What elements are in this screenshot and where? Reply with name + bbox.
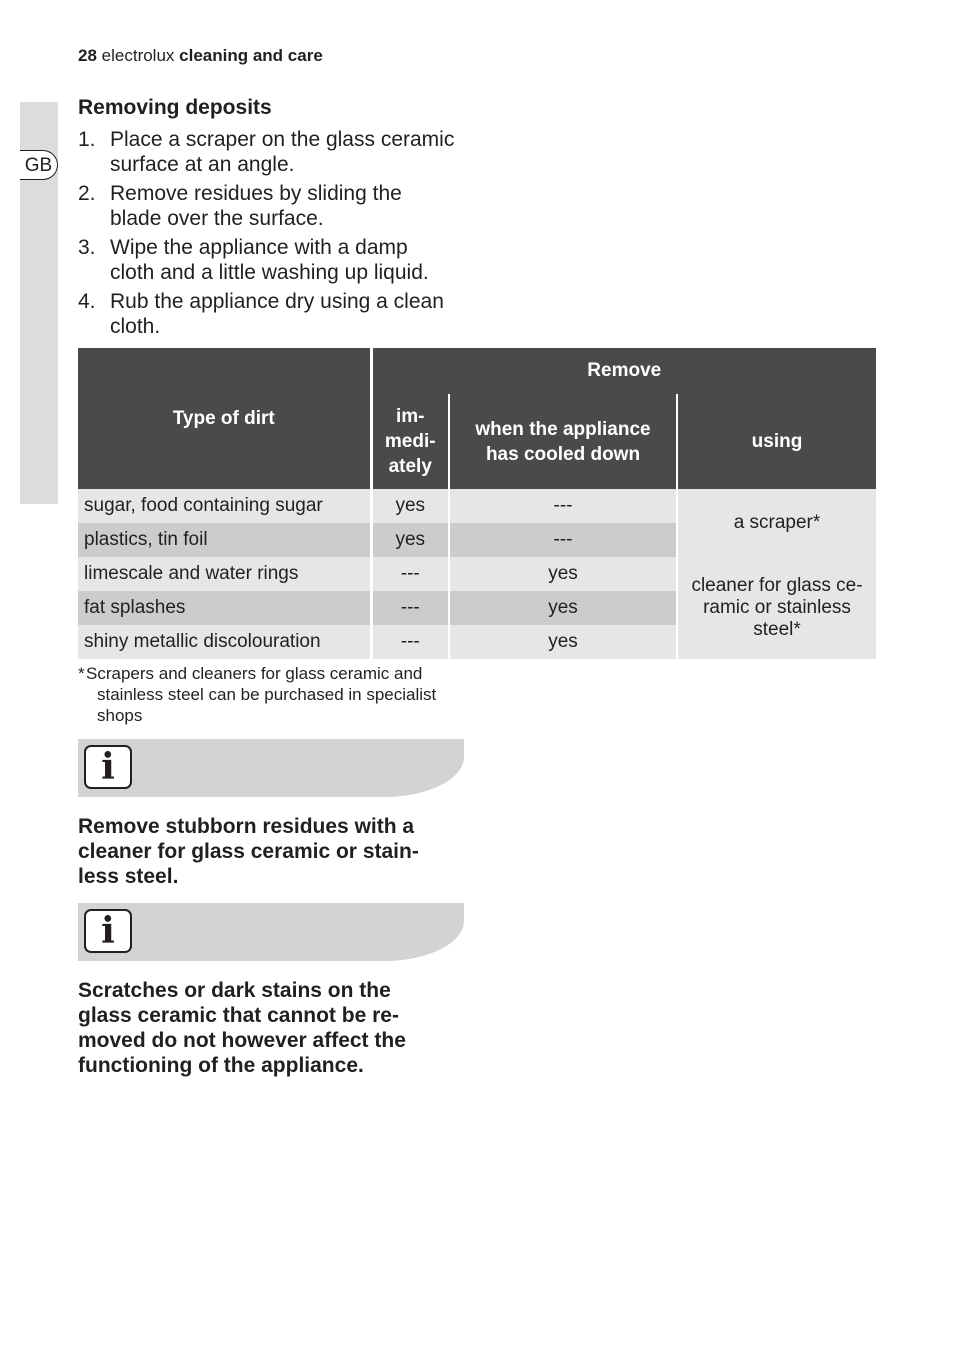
step-item (78, 181, 478, 231)
header-type-of-dirt: Type of dirt (78, 348, 371, 489)
cell-immediately: yes (371, 523, 449, 557)
footnote-marker: * (78, 664, 85, 683)
footnote-line: shops (97, 706, 143, 725)
cell-using-scraper: a scraper* (677, 489, 876, 557)
step-item (78, 127, 478, 177)
cell-type: plastics, tin foil (78, 523, 371, 557)
info-note: Remove stubborn residues with a cleaner for glass ceramic or stain- less steel. (78, 815, 419, 888)
header-remove: Remove (371, 348, 876, 394)
footnote-line: Scrapers and cleaners for glass ceramic and (86, 664, 423, 683)
table-row (78, 557, 876, 591)
cell-using-cleaner: cleaner for glass ce- ramic or stainless steel* (677, 557, 876, 659)
page-header (78, 46, 323, 66)
step-line: Place a scraper on the glass ceramic (110, 128, 455, 151)
step-line: surface at an angle. (110, 153, 295, 176)
footnote (78, 663, 458, 726)
cell-immediately: --- (371, 557, 449, 591)
info-icon: i (84, 909, 132, 953)
dirt-removal-table (78, 348, 876, 659)
page-number: 28 (78, 46, 97, 65)
cell-immediately: yes (371, 489, 449, 523)
cell-cooled: yes (449, 557, 677, 591)
cell-type: sugar, food containing sugar (78, 489, 371, 523)
cell-immediately: --- (371, 591, 449, 625)
header-cooled-down: when the appliance has cooled down (449, 394, 677, 489)
step-number: 4. (78, 290, 96, 313)
cell-type: shiny metallic discolouration (78, 625, 371, 659)
table-row (78, 489, 876, 523)
section-name: cleaning and care (179, 46, 323, 65)
step-line: cloth. (110, 315, 161, 338)
cell-cooled: yes (449, 591, 677, 625)
header-using: using (677, 394, 876, 489)
step-item (78, 289, 478, 339)
step-line: blade over the surface. (110, 207, 324, 230)
header-immediately: im- medi- ately (371, 394, 449, 489)
cell-cooled: --- (449, 489, 677, 523)
footnote-line: stainless steel can be purchased in specialist (97, 685, 437, 704)
step-number: 3. (78, 236, 96, 259)
info-note: Scratches or dark stains on the glass ceramic that cannot be re- moved do not however affect the functioning of the appliance. (78, 979, 406, 1077)
language-tab: GB (20, 150, 58, 180)
section-title: Removing deposits (78, 96, 272, 119)
step-item (78, 235, 478, 285)
steps-list (78, 127, 478, 343)
cell-type: fat splashes (78, 591, 371, 625)
info-icon: i (84, 745, 132, 789)
step-line: Wipe the appliance with a damp (110, 236, 408, 259)
step-number: 2. (78, 182, 96, 205)
step-line: cloth and a little washing up liquid. (110, 261, 429, 284)
cell-cooled: yes (449, 625, 677, 659)
cell-immediately: --- (371, 625, 449, 659)
brand-name: electrolux (101, 46, 175, 65)
info-bar (78, 739, 464, 797)
step-line: Rub the appliance dry using a clean (110, 290, 444, 313)
step-line: Remove residues by sliding the (110, 182, 402, 205)
step-number: 1. (78, 128, 96, 151)
cell-type: limescale and water rings (78, 557, 371, 591)
info-bar (78, 903, 464, 961)
cell-cooled: --- (449, 523, 677, 557)
